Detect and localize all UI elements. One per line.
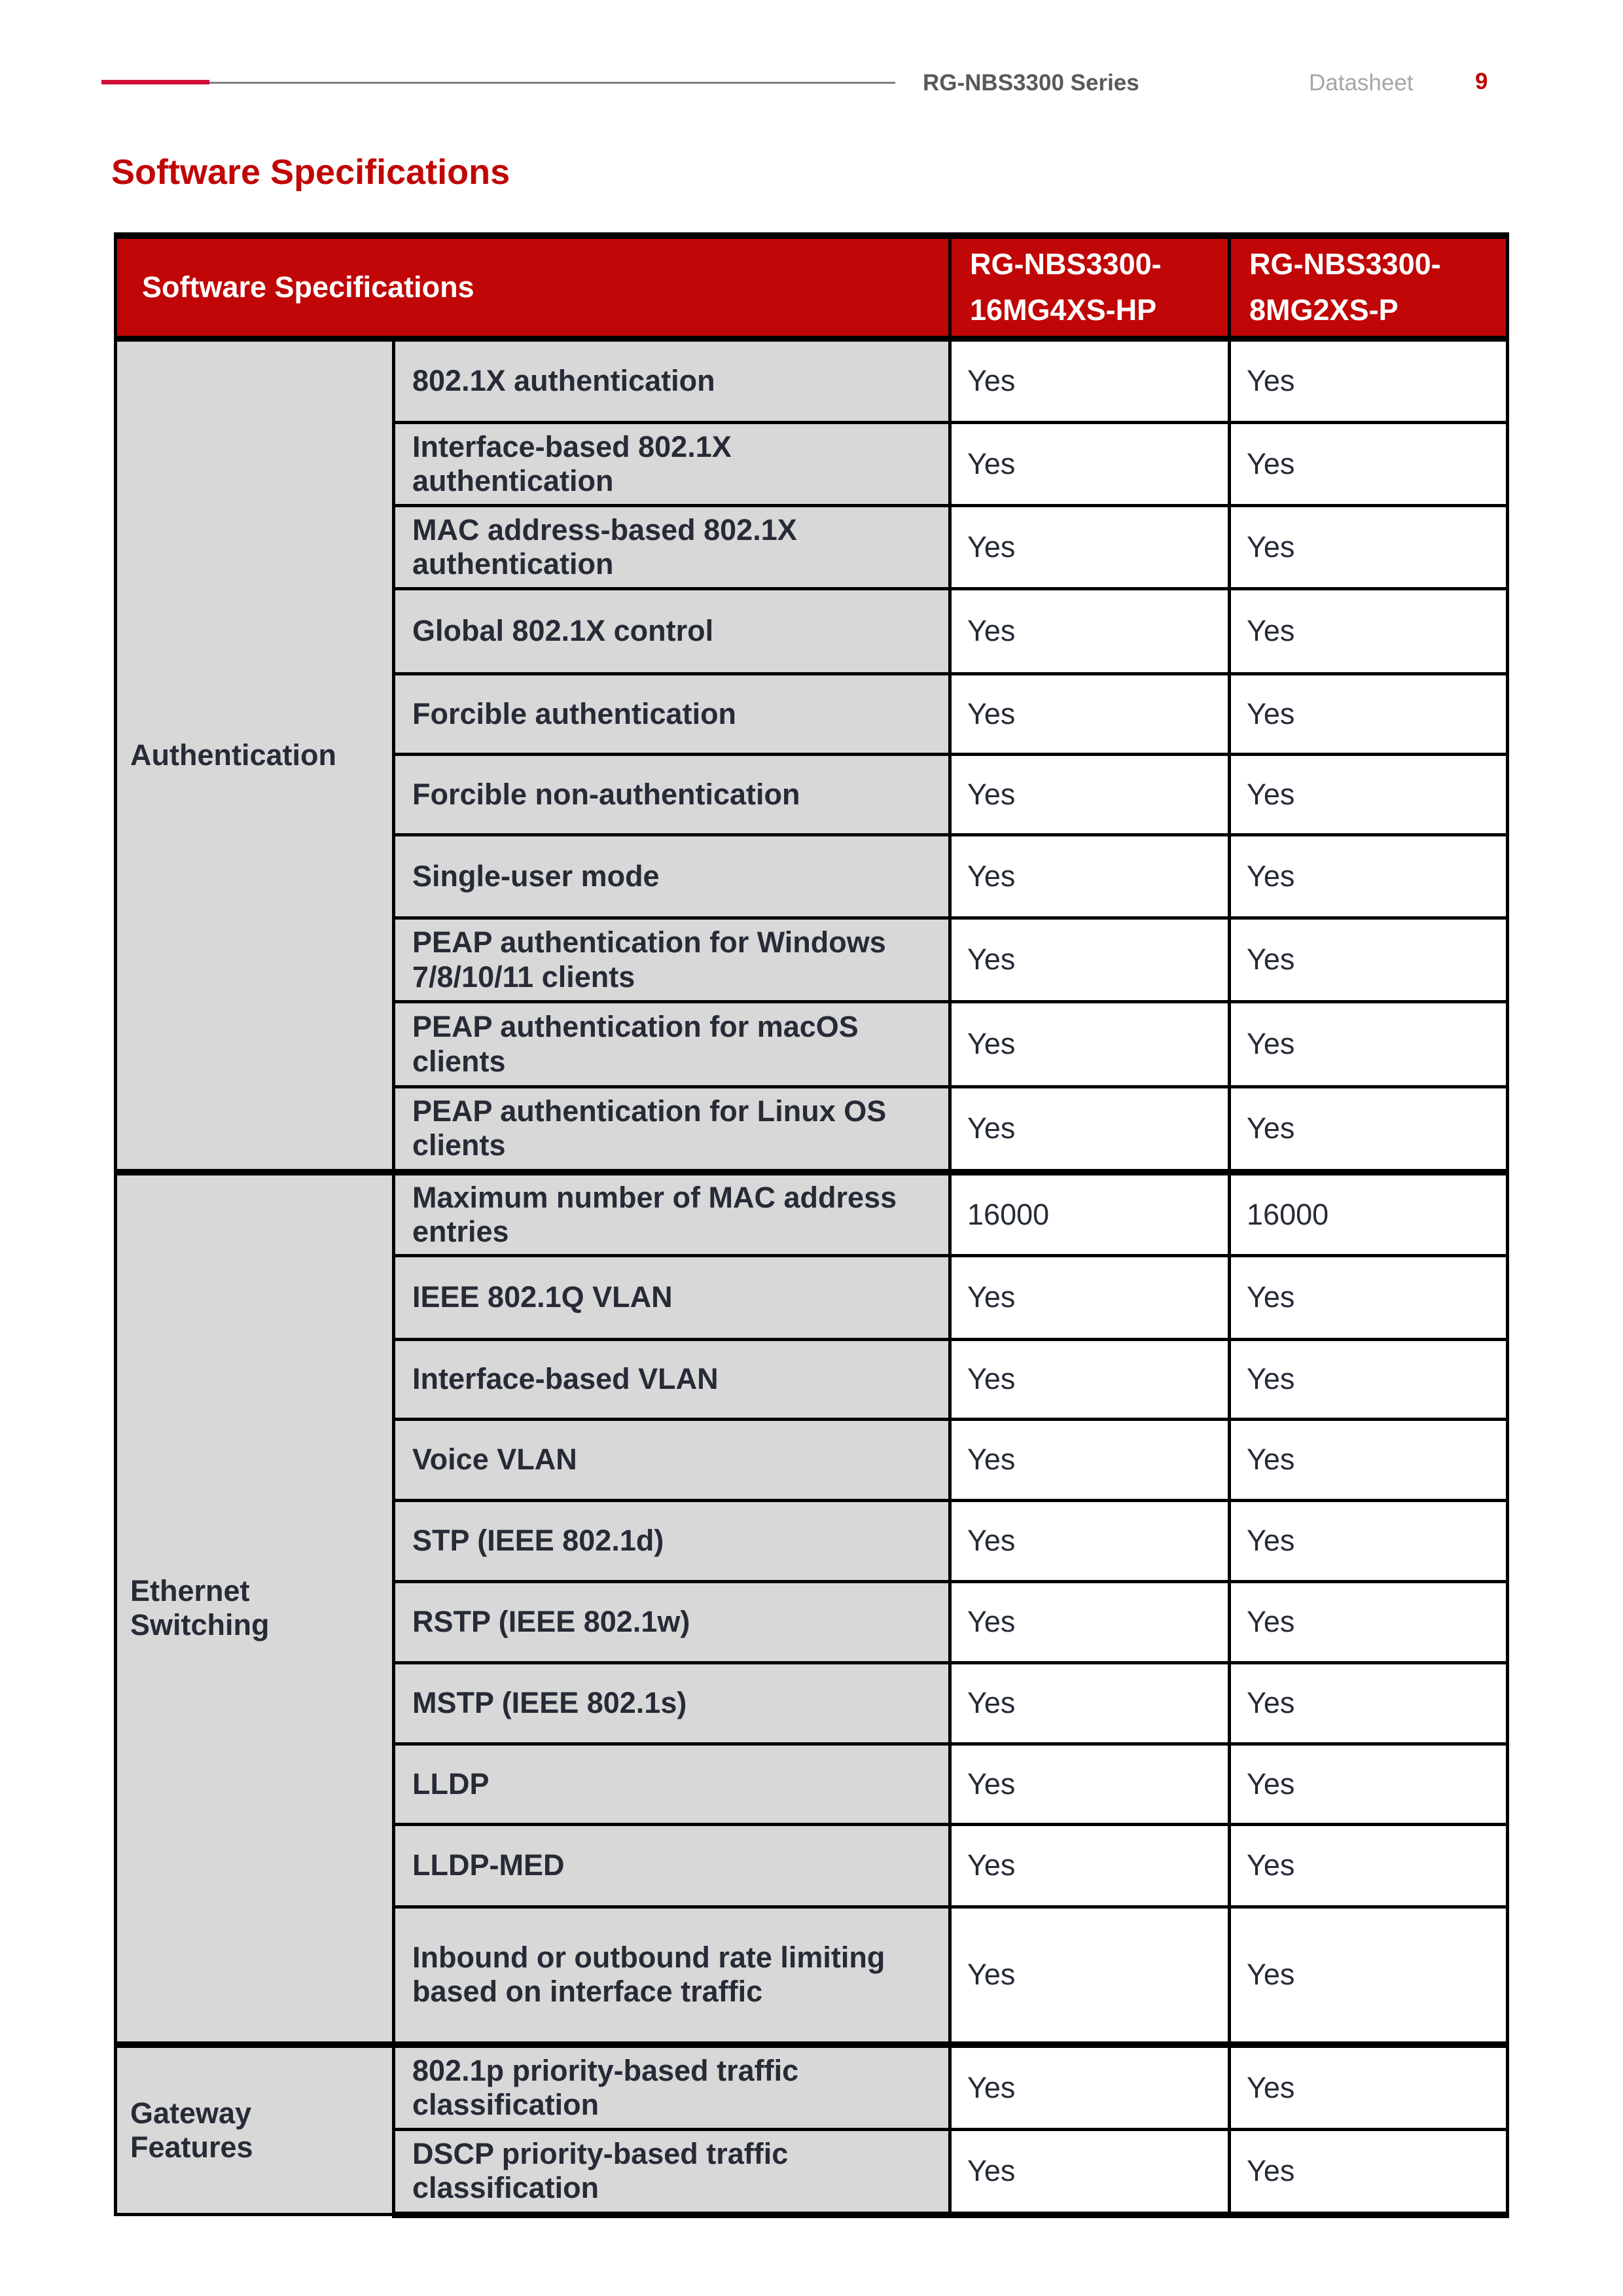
value-cell: Yes [1230,1087,1508,1172]
value-cell: Yes [1230,1501,1508,1582]
header-rule-gray-line [209,82,895,84]
table-header-row [116,236,1508,339]
value-cell: Yes [1230,423,1508,506]
category-cell-gateway-features: Gateway Features [116,2045,394,2215]
feature-cell: Maximum number of MAC address entries [394,1172,950,1256]
feature-cell: 802.1X authentication [394,339,950,423]
value-cell: Yes [1230,1825,1508,1907]
value-cell: Yes [950,1002,1230,1087]
page-number: 9 [1475,69,1488,94]
feature-cell: Single-user mode [394,835,950,918]
value-cell: Yes [950,1340,1230,1420]
value-cell: Yes [1230,674,1508,755]
value-cell: Yes [1230,1907,1508,2045]
value-cell: 16000 [950,1172,1230,1256]
value-cell: Yes [1230,918,1508,1002]
feature-cell: 802.1p priority-based traffic classification [394,2045,950,2130]
value-cell: Yes [1230,2045,1508,2130]
feature-cell: Inbound or outbound rate limiting based on interface traffic [394,1907,950,2045]
table-header-title: Software Specifications [116,236,950,339]
value-cell: Yes [950,506,1230,589]
feature-cell: Interface-based 802.1X authentication [394,423,950,506]
doc-type-label: Datasheet [1309,70,1414,96]
value-cell: Yes [950,2045,1230,2130]
category-cell-authentication: Authentication [116,339,394,1172]
value-cell: Yes [1230,589,1508,674]
value-cell: Yes [950,2130,1230,2215]
value-cell: Yes [1230,1002,1508,1087]
feature-cell: PEAP authentication for Linux OS clients [394,1087,950,1172]
value-cell: Yes [950,1087,1230,1172]
feature-cell: STP (IEEE 802.1d) [394,1501,950,1582]
feature-cell: DSCP priority-based traffic classification [394,2130,950,2215]
feature-cell: IEEE 802.1Q VLAN [394,1256,950,1340]
feature-cell: PEAP authentication for macOS clients [394,1002,950,1087]
feature-cell: MSTP (IEEE 802.1s) [394,1663,950,1744]
value-cell: Yes [950,674,1230,755]
feature-cell: Global 802.1X control [394,589,950,674]
software-specifications-table [114,232,1509,2218]
value-cell: Yes [1230,506,1508,589]
feature-cell: Interface-based VLAN [394,1340,950,1420]
value-cell: Yes [950,918,1230,1002]
value-cell: Yes [950,1663,1230,1744]
feature-cell: LLDP [394,1744,950,1825]
value-cell: Yes [1230,1340,1508,1420]
feature-cell: Forcible authentication [394,674,950,755]
value-cell: Yes [950,423,1230,506]
table-row [116,339,1508,423]
table-row [116,2045,1508,2130]
feature-cell: Voice VLAN [394,1420,950,1501]
value-cell: Yes [950,755,1230,835]
value-cell: Yes [950,1582,1230,1663]
value-cell: Yes [1230,1582,1508,1663]
feature-cell: MAC address-based 802.1X authentication [394,506,950,589]
value-cell: Yes [950,1256,1230,1340]
value-cell: Yes [1230,339,1508,423]
feature-cell: RSTP (IEEE 802.1w) [394,1582,950,1663]
value-cell: Yes [1230,755,1508,835]
value-cell: Yes [1230,1663,1508,1744]
software-specifications-table-wrap [114,232,1509,2218]
section-title: Software Specifications [111,152,510,192]
feature-cell: Forcible non-authentication [394,755,950,835]
value-cell: Yes [950,835,1230,918]
value-cell: Yes [1230,835,1508,918]
feature-cell: LLDP-MED [394,1825,950,1907]
table-header-model-8mg2xs-p: RG-NBS3300-8MG2XS-P [1230,236,1508,339]
table-row [116,1172,1508,1256]
value-cell: Yes [1230,1256,1508,1340]
value-cell: Yes [1230,2130,1508,2215]
header-rule-red-segment [101,80,209,84]
value-cell: Yes [950,339,1230,423]
value-cell: Yes [950,589,1230,674]
value-cell: Yes [950,1907,1230,2045]
value-cell: Yes [950,1501,1230,1582]
value-cell: Yes [950,1825,1230,1907]
category-cell-ethernet-switching: Ethernet Switching [116,1172,394,2045]
feature-cell: PEAP authentication for Windows 7/8/10/11 clients [394,918,950,1002]
value-cell: 16000 [1230,1172,1508,1256]
value-cell: Yes [950,1420,1230,1501]
value-cell: Yes [950,1744,1230,1825]
value-cell: Yes [1230,1744,1508,1825]
table-header-model-16mg4xs-hp: RG-NBS3300-16MG4XS-HP [950,236,1230,339]
value-cell: Yes [1230,1420,1508,1501]
doc-title: RG-NBS3300 Series [923,70,1139,96]
